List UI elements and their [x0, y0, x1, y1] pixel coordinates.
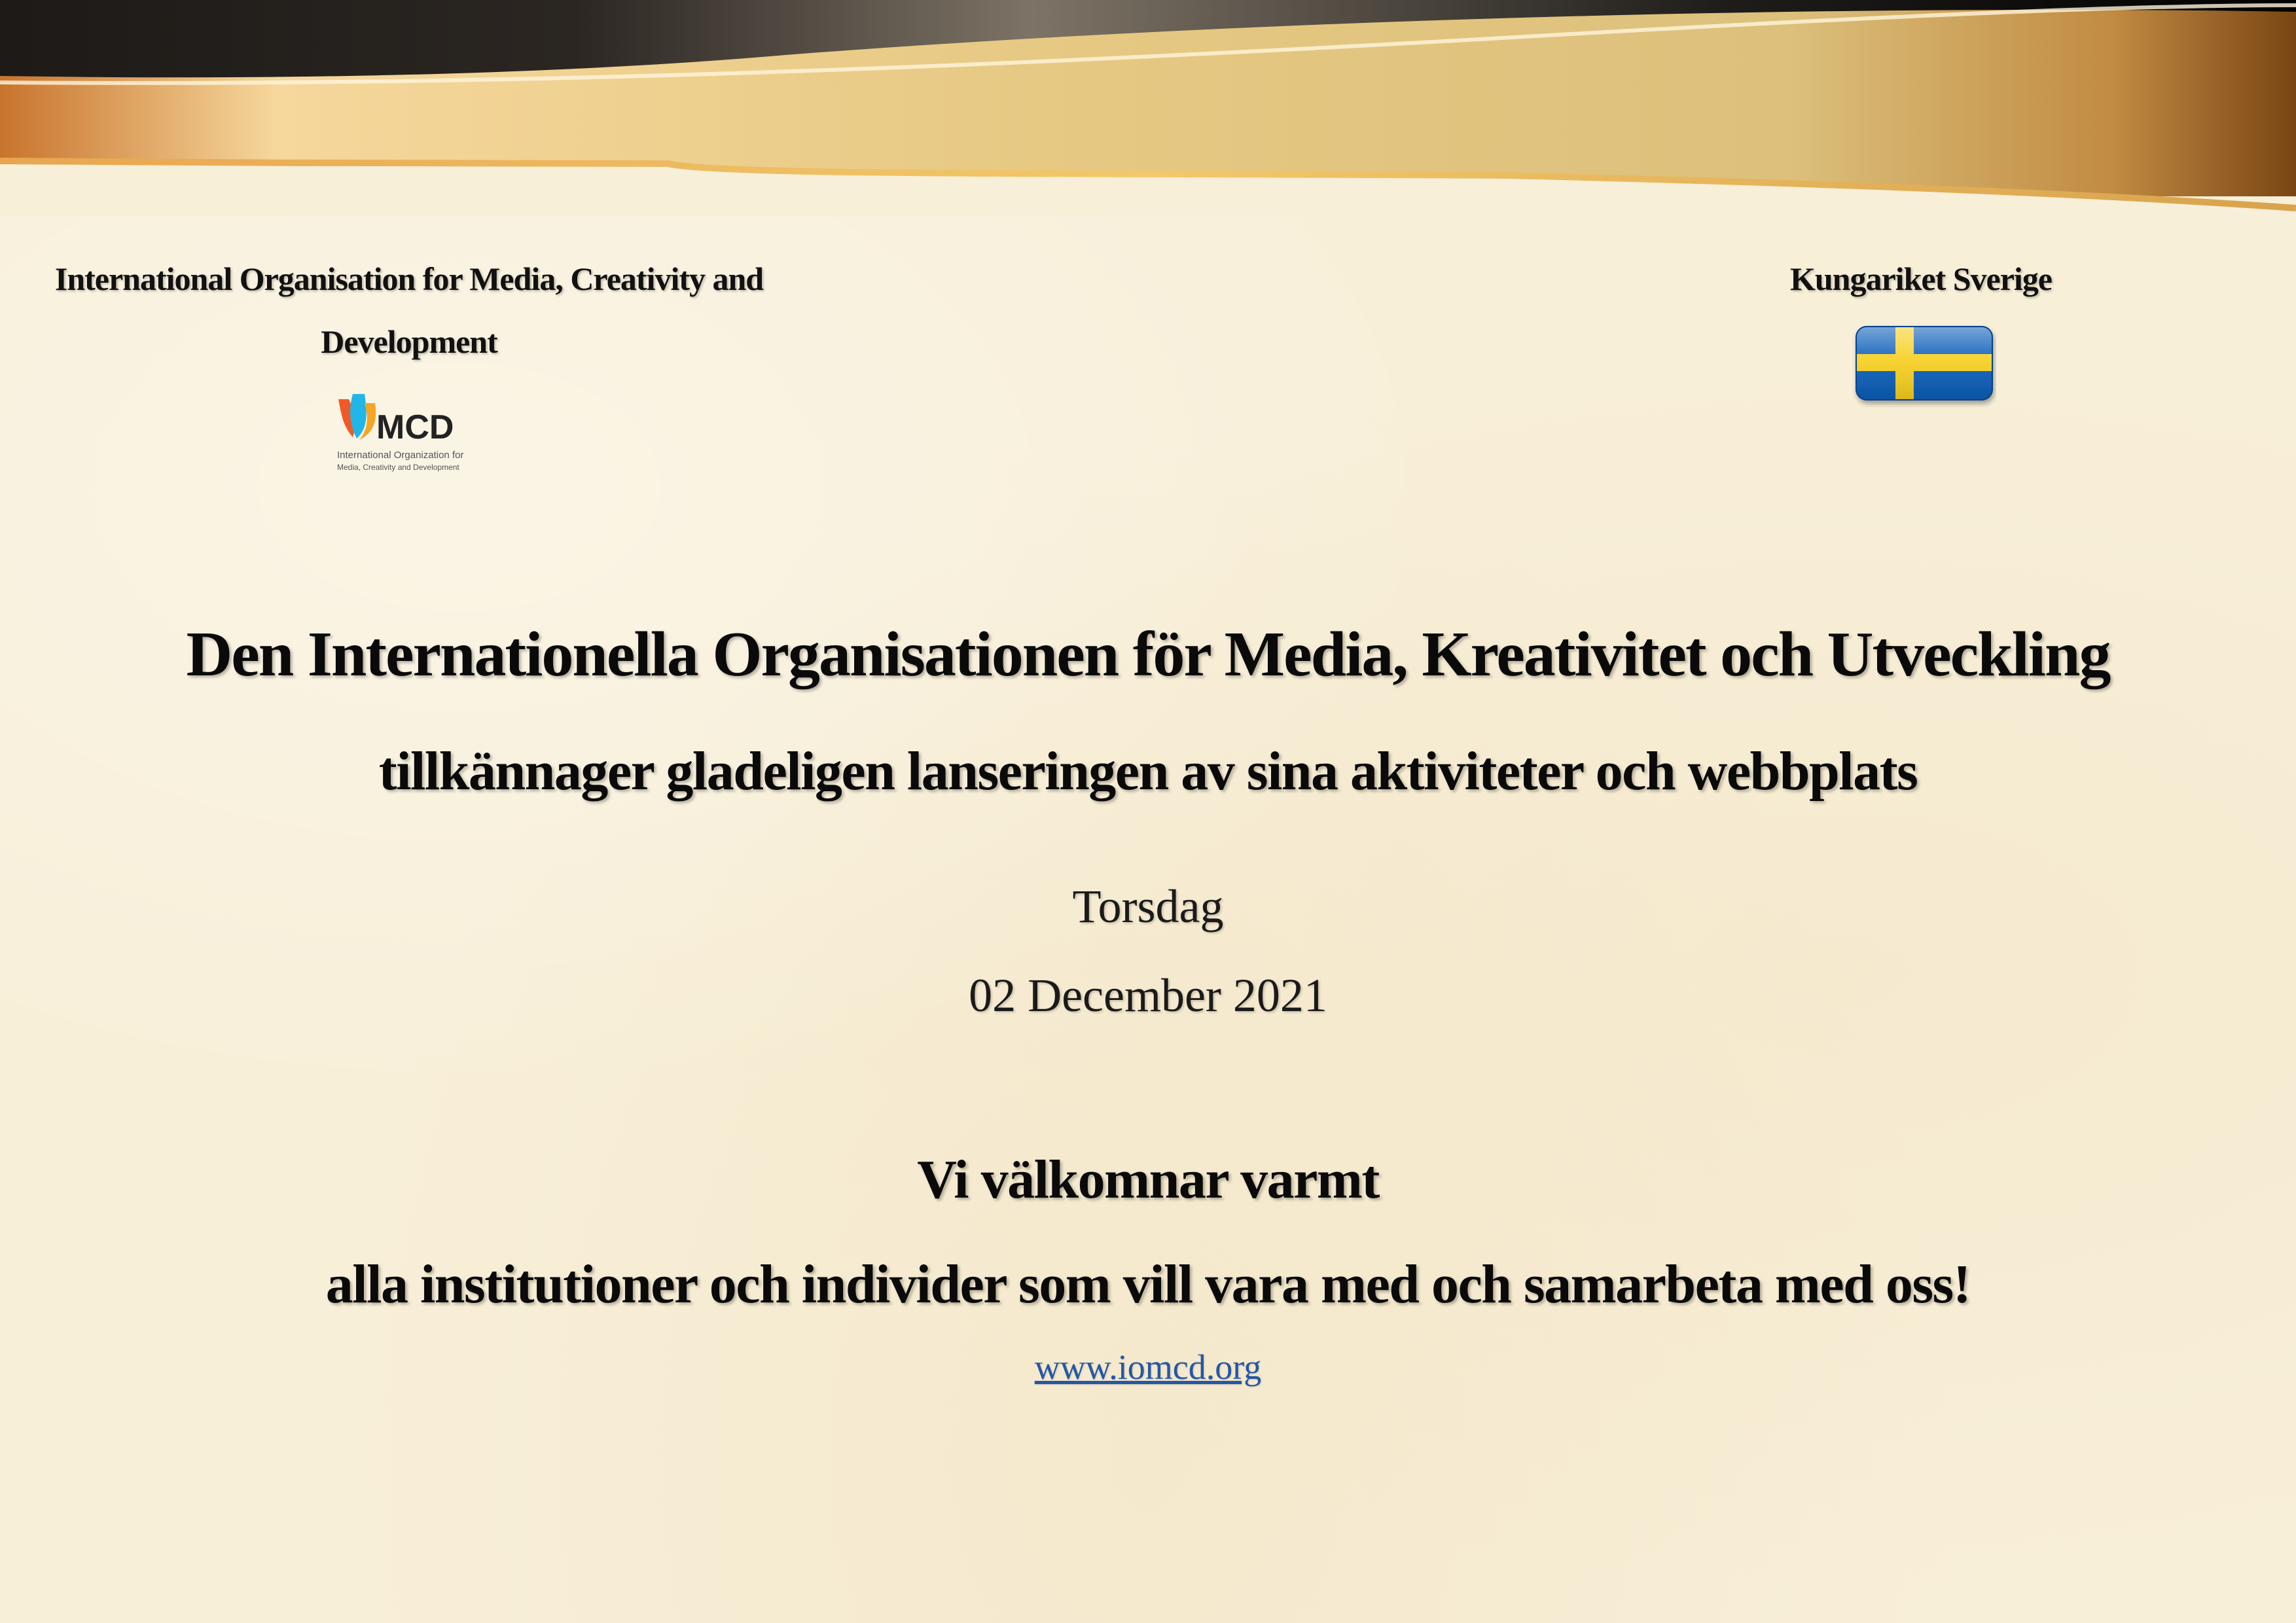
event-date: 02 December 2021 [969, 969, 1327, 1022]
svg-text:Media, Creativity and Developm: Media, Creativity and Development [337, 463, 459, 472]
organisation-name-line-2: Development [321, 323, 497, 360]
sweden-flag-icon [1852, 324, 1996, 408]
website-link[interactable]: www.iomcd.org [1034, 1347, 1262, 1387]
event-day: Torsdag [1072, 880, 1224, 933]
country-name: Kungariket Sverige [1789, 260, 2053, 297]
welcome-heading: Vi välkomnar varmt [917, 1149, 1379, 1210]
organisation-name-line-1: International Organisation for Media, Creativity and [54, 260, 764, 297]
svg-text:MCD: MCD [376, 408, 454, 446]
top-banner [0, 0, 2296, 216]
imcd-logo-icon [331, 387, 494, 479]
announcement-subtitle: tillkännager gladeligen lanseringen av sina aktiviteter och webbplats [378, 741, 1918, 802]
svg-text:International Organization for: International Organization for [337, 450, 464, 461]
invitation-text: alla institutioner och individer som vill vara med och samarbeta med oss! [325, 1254, 1971, 1315]
organisation-name [39, 247, 779, 373]
announcement-title: Den Internationella Organisationen för Media, Kreativitet och Utveckling [186, 619, 2110, 690]
website-link-container [0, 1344, 2296, 1390]
